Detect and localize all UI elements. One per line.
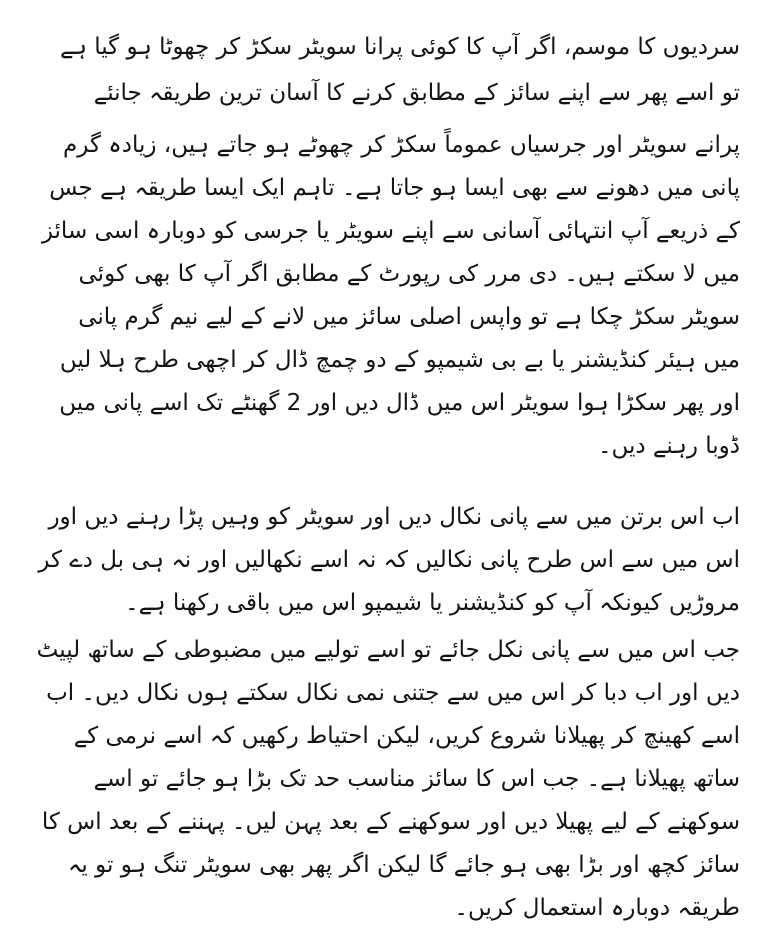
article-paragraph: پرانے سویٹر اور جرسیاں عموماً سکڑ کر چھوٹے ہو جاتے ہیں، زیادہ گرم پانی میں دھونے سے بھی ایسا ہو جاتا ہے۔ تاہم ایک ایسا طریقہ ہے جس کے ذریعے آپ انتہائی آسانی سے اپنے سویٹر یا جرسی کو دوبارہ اسی سائز میں لا سکتے ہیں۔ دی مرر کی رپورٹ کے مطابق اگر آپ کا بھی کوئی سویٹر سکڑ چکا ہے تو واپس اصلی سائز میں لانے کے لیے نیم گرم پانی میں ہیئر کنڈیشنر یا بے بی شیمپو کے دو چمچ ڈال کر اچھی طرح ہلا لیں اور پھر سکڑا ہوا سویٹر اس میں ڈال دیں اور 2 گھنٹے تک اسے پانی میں ڈوبا رہنے دیں۔ xyxy=(41,132,740,459)
article-paragraph: اب اس برتن میں سے پانی نکال دیں اور سویٹر کو وہیں پڑا رہنے دیں اور اس میں سے اس طرح پانی نکالیں کہ نہ اسے نکھالیں اور نہ ہی بل دے کر مروڑیں کیونکہ آپ کو کنڈیشنر یا شیمپو اس میں باقی رکھنا ہے۔ xyxy=(38,504,740,616)
article-paragraph: جب اس میں سے پانی نکل جائے تو اسے تولیے میں مضبوطی کے ساتھ لپیٹ دیں اور اب دبا کر اس میں سے جتنی نمی نکال سکتے ہوں نکال دیں۔ اب اسے کھینچ کر پھیلانا شروع کریں، لیکن احتیاط رکھیں کہ اسے نرمی کے ساتھ پھیلانا ہے۔ جب اس کا سائز مناسب حد تک بڑا ہو جائے تو اسے سوکھنے کے لیے پھیلا دیں اور سوکھنے کے بعد پہن لیں۔ پہننے کے بعد اس کا سائز کچھ اور بڑا بھی ہو جائے گا لیکن اگر پھر بھی سویٹر تنگ ہو تو یہ طریقہ دوبارہ استعمال کریں۔ xyxy=(36,637,740,921)
article-headline: سردیوں کا موسم، اگر آپ کا کوئی پرانا سویٹر سکڑ کر چھوٹا ہو گیا ہے تو اسے پھر سے اپنے سائز کے مطابق کرنے کا آسان ترین طریقہ جانئے xyxy=(59,34,740,106)
